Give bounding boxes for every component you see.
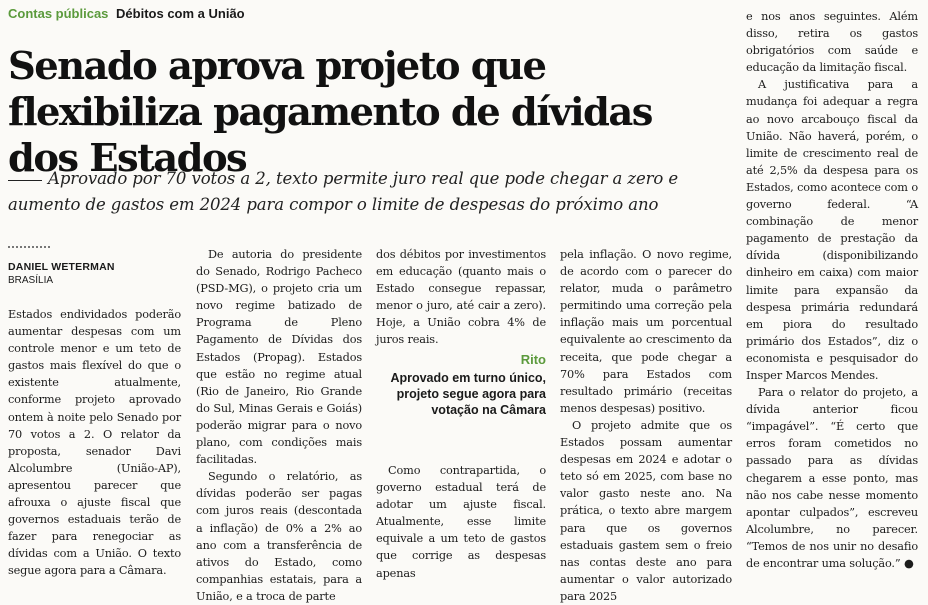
headline: Senado aprova projeto que flexibiliza pagamento de dívidas dos Estados — [8, 44, 652, 181]
paragraph: Segundo o relatório, as dívidas poderão ser pagas com juros reais (descontada a inflação) de 0% a 2% ao ano com a transferência de ativos do Estado, como companhias estatais, para a União, e a troca de parte — [196, 470, 362, 603]
pullquote-text: Aprovado em turno único, projeto segue agora para votação na Câmara — [390, 371, 546, 417]
paragraph: A justificativa para a mudança foi adequar a regra ao novo arcabouço fiscal da União. Não haverá, porém, o limite de crescimento real de até 2,5% da despesa para os Estados, como acontece com o governo federal. “A combinação de menor pagamento de prestação da dívida (disponibilizando dinheiro em caixa) com maior limite para expansão da despesa primária redundará em piora do resultado primário dos Estados”, diz o economista e pesquisador do Insper Marcos Mendes. — [746, 78, 918, 382]
article-column-2 — [196, 246, 362, 605]
byline-author: DANIEL WETERMAN — [8, 261, 115, 273]
article-column-4 — [560, 246, 732, 605]
paragraph — [746, 384, 918, 572]
byline-dots — [8, 246, 50, 253]
paragraph: e nos anos seguintes. Além disso, retira os gastos obrigatórios com saúde e educação da limitação fiscal. — [746, 10, 918, 75]
byline — [8, 246, 183, 286]
deck-text: Aprovado por 70 votos a 2, texto permite juro real que pode chegar a zero e aumento de gastos em 2024 para compor o limite de despesas do próximo ano — [8, 169, 679, 214]
paragraph: Como contrapartida, o governo estadual terá de adotar um ajuste fiscal. Atualmente, esse limite equivale a um teto de gastos que corrige as despesas apenas — [376, 464, 546, 580]
section-label[interactable]: Contas públicas — [8, 6, 109, 21]
article-column-5 — [746, 8, 918, 572]
article-column-3-lower — [376, 462, 546, 582]
deck — [8, 166, 738, 218]
paragraph: pela inflação. O novo regime, de acordo com o parecer do relator, muda o parâmetro permitindo uma correção pela inflação mais um porcentual equivalente ao crescimento da receita, que pode chegar a 70% para Estados com resultado primário (receitas menos despesas) positivo. — [560, 248, 732, 415]
article-column-1 — [8, 306, 181, 580]
end-mark-icon: ● — [903, 557, 914, 570]
article-column-3 — [376, 246, 546, 349]
paragraph: Estados endividados poderão aumentar despesas com um controle menor e um teto de gastos mais flexível do que o existente atualmente, conforme projeto aprovado ontem à noite pelo Senado por 70 votos a 2. O relator da proposta, senador Davi Alcolumbre (União-AP), apresentou parecer que afrouxa o ajuste fiscal que governos estaduais terão de fazer para renegociar as dívidas com a União. O texto segue agora para a Câmara. — [8, 308, 181, 578]
pullquote — [376, 352, 546, 418]
paragraph-text: Para o relator do projeto, a dívida anterior ficou “impagável”. “É certo que erros foram cometidos no passado para as dívidas chegarem a esse ponto, mas não nos cabe nesse momento apontar culpados”, escreveu Alcolumbre, no parecer. “Temos de nos unir no desafio de encontrar uma solução.” — [746, 386, 918, 570]
paragraph: dos débitos por investimentos em educação (quanto mais o Estado consegue repassar, menor o juro, até cair a zero). Hoje, a União cobra 4% de juros reais. — [376, 248, 546, 347]
byline-location: BRASÍLIA — [8, 275, 54, 286]
subsection-label[interactable]: Débitos com a União — [116, 6, 245, 21]
kicker — [8, 6, 245, 21]
deck-rule — [8, 180, 42, 181]
paragraph: O projeto admite que os Estados possam aumentar despesas em 2024 e adotar o teto só em 2025, com base no valor gasto neste ano. Na prática, o texto abre margem para que os governos estaduais gastem sem o freio nas contas deste ano para aumentar o valor autorizado para 2025 — [560, 418, 732, 603]
pullquote-label: Rito — [520, 352, 546, 367]
paragraph: De autoria do presidente do Senado, Rodrigo Pacheco (PSD-MG), o projeto cria um novo regime batizado de Programa de Pleno Pagamento de Dívidas dos Estados (Propag). Estados que estão no regime atual (Rio de Janeiro, Rio Grande do Sul, Minas Gerais e Goiás) poderão migrar para o novo plano, com condições mais facilitadas. — [196, 248, 362, 467]
